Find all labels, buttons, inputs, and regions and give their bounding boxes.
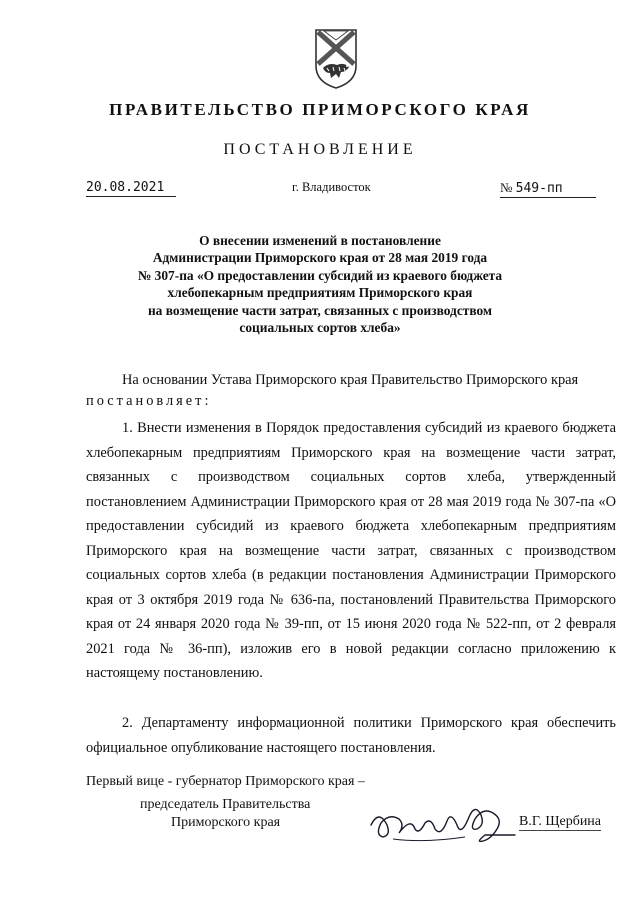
decree-word: постановляет: <box>86 393 212 409</box>
subject-line: О внесении изменений в постановление <box>199 233 441 248</box>
number-value: 549-пп <box>515 181 563 196</box>
handwritten-signature <box>365 795 520 847</box>
signatory-position-line-2: председатель Правительства <box>140 797 311 812</box>
number-prefix: № <box>500 180 513 195</box>
item-1-paragraph: 1. Внести изменения в Порядок предоставления субсидий из краевого бюджета хлебопекарным предприятиям Приморского края на возмещение части затрат, связанных с производством социальных сортов хлеба, утвержденный постановлением Администрации Приморского края от 28 мая 2019 года № 307-па «О предоставлении субсидий из краевого бюджета хлебопекарным предприятиям Приморского края на возмещение части затрат, связанных с производством социальных сортов хлеба (в редакции постановления Администрации Приморского края от 3 октября 2019 года № 636-па, постановлений Правительства Приморского края от 24 января 2020 года № 39-пп, от 15 июня 2020 года № 522-пп, от 2 февраля 2021 года № 36-пп), изложив его в новой редакции согласно приложению к настоящему постановлению. <box>86 420 616 681</box>
subject-line: Администрации Приморского края от 28 мая 2019 года <box>152 250 488 266</box>
document-number <box>500 180 596 198</box>
coat-of-arms-icon <box>313 28 359 90</box>
subject-line: № 307-па «О предоставлении субсидий из краевого бюджета <box>137 267 503 283</box>
document-kind: ПОСТАНОВЛЕНИЕ <box>223 141 417 158</box>
item-2-paragraph: 2. Департаменту информационной политики Приморского края обеспечить официальное опубликование настоящего постановления. <box>86 715 616 756</box>
subject-line: социальных сортов хлеба» <box>239 320 401 336</box>
signatory-position-line-3: Приморского края <box>171 815 281 830</box>
document-date: 20.08.2021 <box>86 180 176 197</box>
signatory-name: В.Г. Щербина <box>519 814 602 829</box>
document-subject <box>120 232 520 336</box>
document-city: г. Владивосток <box>292 180 371 194</box>
subject-line: хлебопекарным предприятиям Приморского края <box>167 285 473 301</box>
subject-line: на возмещение части затрат, связанных с производством <box>147 302 493 318</box>
signatory-position-line-1: Первый вице - губернатор Приморского края – <box>86 774 365 789</box>
basis-paragraph: На основании Устава Приморского края Правительство Приморского края <box>122 372 579 388</box>
government-title: ПРАВИТЕЛЬСТВО ПРИМОРСКОГО КРАЯ <box>109 100 531 119</box>
